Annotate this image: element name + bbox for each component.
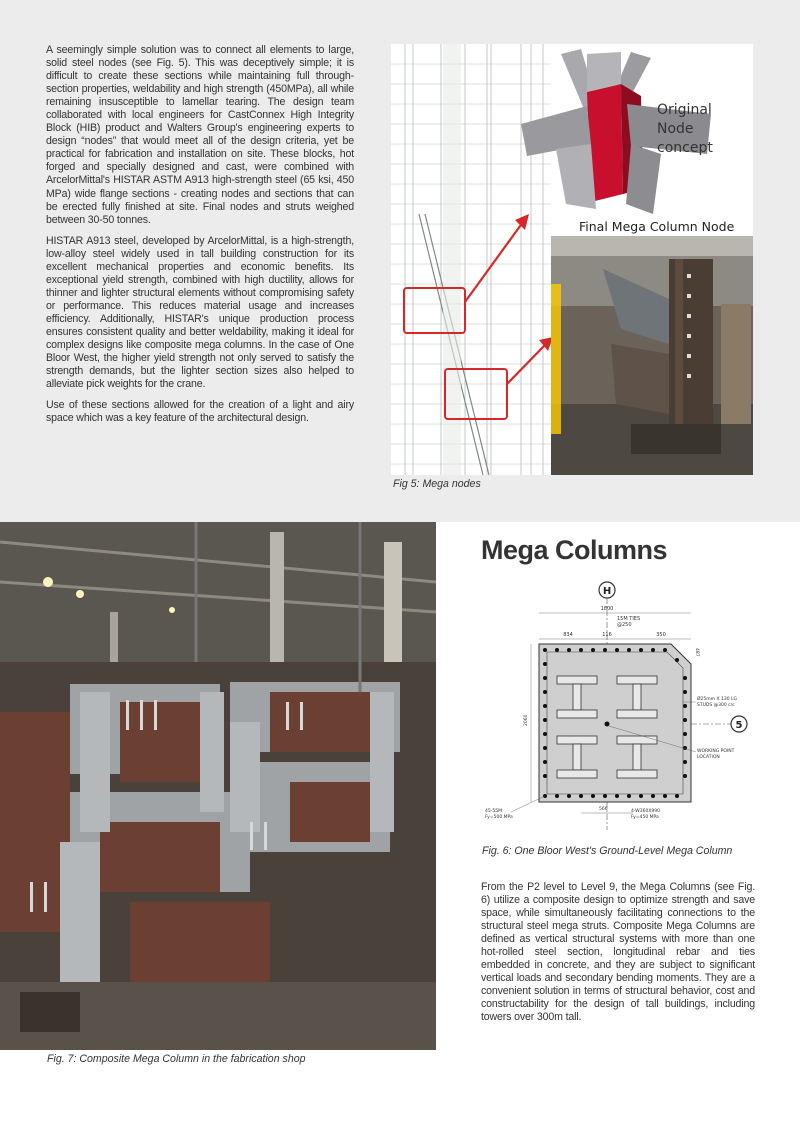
dimension-bottom: 566	[599, 807, 608, 812]
label-node: Node	[657, 121, 694, 137]
section-strength: Fy=450 MPa	[631, 815, 659, 820]
dimension-total: 1800	[600, 606, 614, 612]
caption-fig6: Fig. 6: One Bloor West's Ground-Level Mega Column	[482, 845, 733, 857]
ties-label: 15M TIES	[617, 616, 641, 622]
fabrication-photo	[0, 522, 436, 1050]
section-title: Mega Columns	[481, 535, 668, 565]
section-label: 4-W360X990	[631, 809, 661, 814]
studs-label: Ø25mm X 130 LG	[697, 697, 737, 702]
caption-fig7: Fig. 7: Composite Mega Column in the fabrication shop	[47, 1053, 306, 1065]
rebar-label: 45-55M	[485, 809, 502, 814]
paragraph: Use of these sections allowed for the creation of a light and airy space which was a key feature of the architectural design.	[46, 399, 354, 425]
dimension-vertical: 2060	[524, 714, 529, 726]
paragraph: HISTAR A913 steel, developed by ArcelorMittal, is a high-strength, low-alloy steel widely used in tall building construction for its excellent mechanical properties and economic benefits. Its exceptional yield strength, combined with high ductility, allows for thinner and lighter structural elements without compromising safety or performance. This reduces material usage and increases efficiency. Additionally, HISTAR's unique production process ensures consistent quality and better weldability, making it ideal for complex designs like composite mega columns. In the case of One Bloor West, the higher yield strength not only served to satisfy the strength demands, but the lighter section sizes also helped to alleviate pick weights for the crane.	[46, 234, 354, 391]
caption-fig5: Fig 5: Mega nodes	[393, 478, 481, 490]
final-node-photo	[551, 236, 753, 475]
ties-spacing: @250	[617, 622, 632, 628]
figure-mega-nodes	[391, 44, 753, 475]
grid-label-h: H	[602, 586, 612, 597]
label-final-node: Final Mega Column Node	[579, 219, 735, 234]
paragraph: From the P2 level to Level 9, the Mega Columns (see Fig. 6) utilize a composite design to optimize strength and save space, while simultaneously facilitating connections to the structural steel mega struts. Composite Mega Columns are defined as vertical structural systems with more than one hot-rolled steel section, longitudinal rebar and ties embedded in concrete, and they are subject to significant vertical loads and secondary bending moments. They are a convenient solution in terms of structural behavior, cost and constructability for the design of tall buildings, including towers over 300m tall.	[481, 881, 755, 1024]
body-text-left	[46, 44, 354, 433]
studs-spacing: STUDS @300 c/c	[697, 703, 735, 708]
mega-nodes-illustration	[391, 44, 753, 475]
paragraph: A seemingly simple solution was to connect all elements to large, solid steel nodes (see Fig. 5). This was deceptively simple; it is difficult to create these sections while maintaining full through-section properties, weldability and high strength (450MPa), all while remaining insusceptible to lamellar tearing. The design team collaborated with local engineers for CastConnex High Integrity Block (HIB) product and Walters Group's engineering experts to design “nodes” that would meet all of the design criteria, yet be practical for fabrication and installation on site. These blocks, hot forged and specially designed and cast, were combined with ArcelorMittal's HISTAR ASTM A913 high-strength steel (65 ksi, 450 MPa) wide flange sections - creating nodes and sections that can be erected fully finished at site. Final nodes and struts weighed between 30-50 tonnes.	[46, 44, 354, 226]
grid-label-5: 5	[735, 720, 743, 731]
dimension-middle: 116	[602, 632, 612, 638]
working-point-label: WORKING POINT	[697, 749, 735, 754]
label-concept: concept	[657, 140, 713, 156]
rebar-strength: Fy=500 MPa	[485, 815, 513, 820]
working-point-location: LOCATION	[697, 755, 720, 760]
figure-mega-column-section	[481, 580, 753, 838]
body-text-right	[481, 881, 755, 1025]
label-original: Original	[657, 102, 712, 118]
dimension-side: 487	[694, 648, 699, 657]
figure-fabrication-shop-photo	[0, 522, 436, 1050]
dimension-right: 350	[656, 632, 666, 638]
dimension-left: 834	[563, 632, 573, 638]
mega-column-drawing	[481, 580, 753, 838]
